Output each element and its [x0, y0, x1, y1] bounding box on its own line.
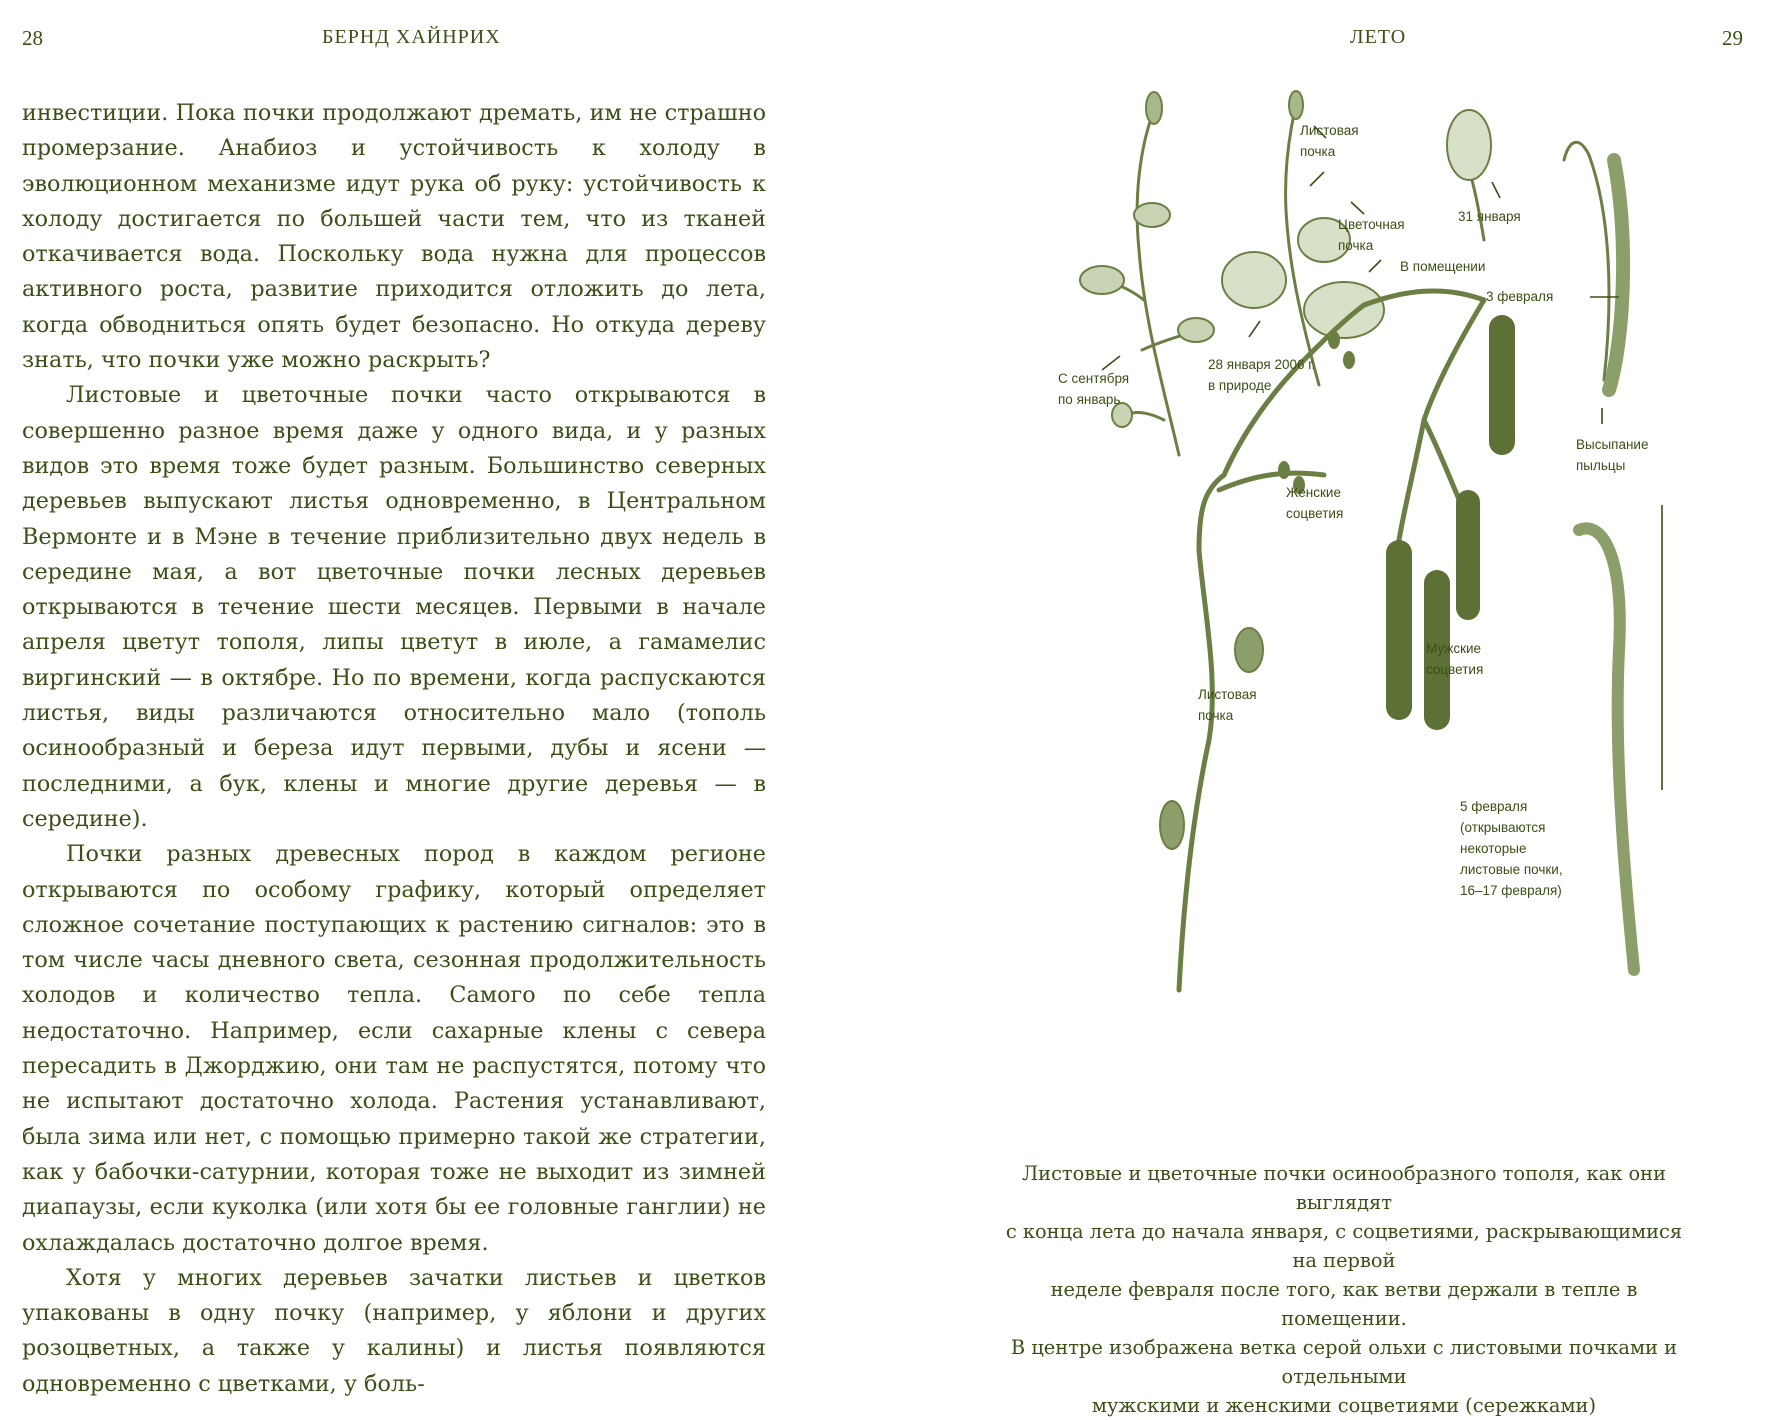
paragraph: Почки разных древесных пород в каждом регионе открываются по особому графику, который определяет сложное сочетание поступающих к растению сигналов: это в том числе часы дневного света, сезонная продолжительность холодов и количество тепла. Самого по себе тепла недостаточно. Например, если сахарные клены с севера пересадить в Джорджию, они там не распустятся, потому что не испытают достаточно холода. Растения устанавливают, была зима или нет, с помощью примерно такой же стратегии, как у бабочки-сатурнии, которая тоже не выходит из зимней диапаузы, если куколка (или хотя бы ее головные ганглии) не охлаждалась достаточно долгое время.	[22, 841, 766, 1256]
poplar-catkin-long	[1579, 529, 1634, 971]
label-sept-jan: С сентября по январь	[1058, 371, 1130, 407]
botanical-illustration	[1024, 90, 1664, 1150]
caption-line: с конца лета до начала января, с соцветиями, раскрывающимися на первой	[1005, 1220, 1683, 1272]
paragraph: Листовые и цветочные почки часто открываются в совершенно разное время даже у одного вида, и у разных видов это время тоже будет разным. Большинство северных деревьев выпускают листья одновременно, в Центральном Вермонте и в Мэне в течение приблизительно двух недель в середине мая, а вот цветочные почки лесных деревьев открываются в течение шести месяцев. Первыми в начале апреля цветут тополя, липы цветут в июле, а гамамелис виргинский — в октябре. Но по времени, когда распускаются листья, виды различаются относительно мало (тополь осинообразный и береза идут первыми, дубы и ясени — последними, а бук, клены и многие другие деревья — в середине).	[22, 382, 766, 832]
caption-line: мужскими и женскими соцветиями (сережками)	[1091, 1394, 1597, 1417]
body-text	[22, 96, 766, 1402]
label-flower-bud: Цветочная почка	[1338, 217, 1405, 253]
page-number-left: 28	[22, 26, 43, 50]
caption-line: Листовые и цветочные почки осинообразного тополя, как они выглядят	[1021, 1162, 1667, 1214]
label-leaf-bud-top: Листовая почка	[1300, 123, 1359, 159]
label-indoors: В помещении	[1400, 259, 1486, 274]
caption-line: В центре изображена ветка серой ольхи с листовыми почками и отдельными	[1010, 1336, 1678, 1388]
running-header-author: БЕРНД ХАЙНРИХ	[322, 26, 501, 48]
label-pollen: Высыпание пыльцы	[1576, 437, 1649, 473]
running-header-chapter: ЛЕТО	[1350, 26, 1407, 48]
label-feb-3: 3 февраля	[1486, 289, 1554, 304]
label-feb-5: 5 февраля (открываются некоторые листовые почки, 16–17 февраля)	[1460, 799, 1563, 898]
label-leaf-bud-alder: Листовая почка	[1198, 687, 1257, 723]
page-number-right: 29	[1722, 26, 1743, 50]
poplar-catkins-indoor	[1447, 110, 1623, 390]
label-male: Мужские соцветия	[1426, 641, 1484, 677]
paragraph: Хотя у многих деревьев зачатки листьев и цветков упакованы в одну почку (например, у яблони и других розоцветных, а также у калины) и листья появляются одновременно с цветками, у боль-	[22, 1264, 766, 1397]
label-jan-28: 28 января 2006 г. в природе	[1208, 357, 1316, 393]
label-jan-31: 31 января	[1458, 209, 1521, 224]
right-page	[884, 0, 1768, 1417]
caption-line: неделе февраля после того, как ветви держали в тепле в помещении.	[1050, 1278, 1638, 1330]
left-page	[0, 0, 884, 1397]
paragraph: инвестиции. Пока почки продолжают дремать, им не страшно промерзание. Анабиоз и устойчивость к холоду в эволюционном механизме идут рука об руку: устойчивость к холоду достигается по большей части тем, что из тканей откачивается вода. Поскольку вода нужна для процессов активного роста, развитие приходится отложить до лета, когда обводниться опять будет безопасно. Но откуда дереву знать, что почки уже можно раскрыть?	[22, 100, 766, 374]
figure-caption	[994, 1159, 1694, 1420]
label-female: Женские соцветия	[1286, 485, 1344, 521]
